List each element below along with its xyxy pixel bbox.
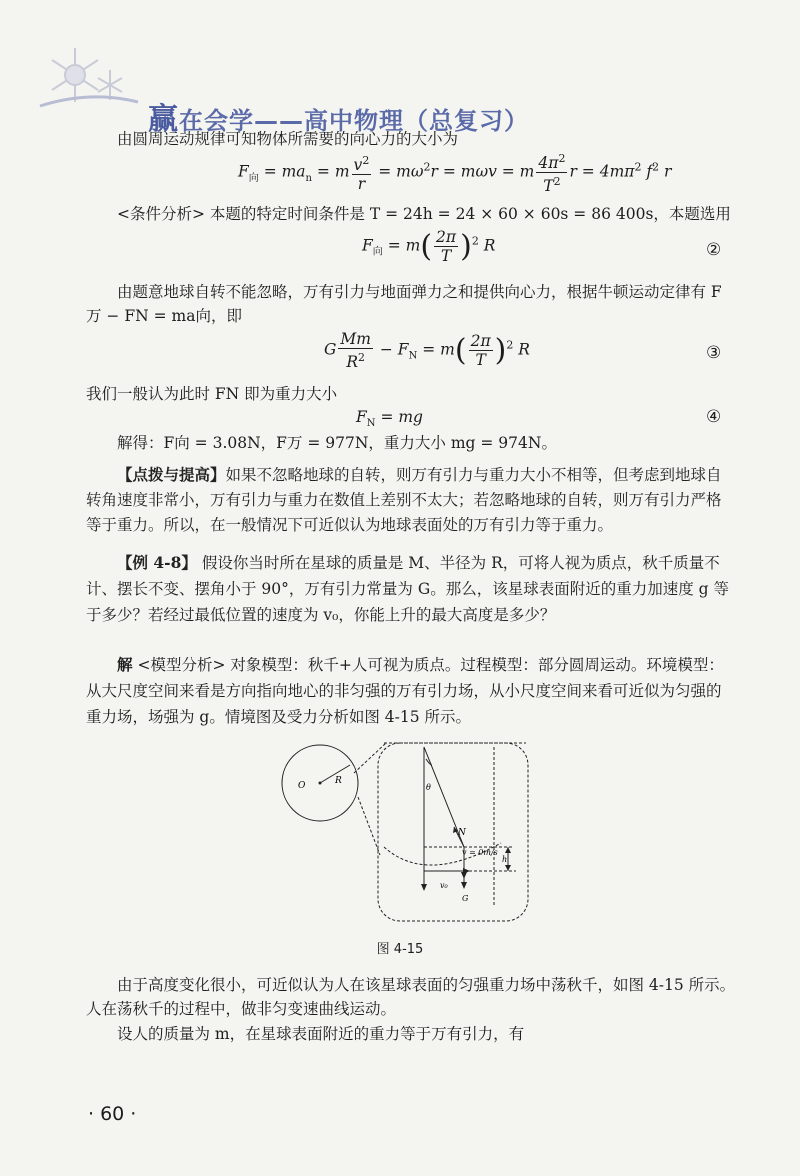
page-number: · 60 · <box>88 1103 137 1125</box>
figure-caption: 图 4-15 <box>376 942 424 957</box>
condition-label: <条件分析> <box>117 205 205 223</box>
model-analysis-paragraph <box>86 652 736 730</box>
height-arrow-up <box>505 847 511 853</box>
snowflake-decoration-icon <box>30 40 140 110</box>
solution-line: 解得：F向 = 3.08N，F万 = 977N，重力大小 mg = 974N。 <box>117 434 557 452</box>
equation-number-4: ④ <box>706 407 722 427</box>
condition-analysis <box>86 203 736 225</box>
gravity-arrowhead-bottom <box>421 884 427 891</box>
centripetal-force-formula: $F_向 = ma_n = m$ $\frac{v^2}{r}$ = $m\omega^2r = m\omega v = m$ $\frac{4\pi^2}{T^2}$ $r = 4m\pi^2$ $f^2$ r <box>238 152 672 196</box>
formula-3: G $\frac{Mm}{R^2}$ − $F_N = m$( $\frac{2\pi}{T}$ )$^2$ R <box>324 330 530 372</box>
paragraph-5: 设人的质量为 m，在星球表面附近的重力等于万有引力，有 <box>117 1025 525 1043</box>
book-title-first-char: 赢 <box>148 102 179 137</box>
paragraph-4: 由于高度变化很小，可近似认为人在该星球表面的匀强重力场中荡秋千，如图 4-15 所示。人在荡秋千的过程中，做非匀变速曲线运动。 <box>86 976 736 1018</box>
book-title-rest: 在会学——高中物理（总复习） <box>179 107 529 135</box>
formula-2: $F_向 = m$( $\frac{2\pi}{T}$ )$^2$ R <box>362 228 496 265</box>
solution-label: 解 <box>117 655 133 674</box>
zoom-line-top <box>354 743 386 773</box>
tip-text: 如果不忽略地球的自转，则万有引力与重力大小不相等，但考虑到地球自转角速度非常小，万有引力与重力在数值上差别不太大；若忽略地球的自转，则万有引力严格等于重力。所以，在一般情况下可近似认为地球表面处的万有引力等于重力。 <box>86 466 722 534</box>
label-theta: θ <box>426 783 431 792</box>
example-text: 假设你当时所在星球的质量是 M、半径为 R，可将人视为质点，秋千质量不计、摆长不变、摆角小于 90°，万有引力常量为 G。那么，该星球表面附近的重力加速度 g 等于多少？若经过最低位置的速度为 v₀，你能上升的最大高度是多少？ <box>86 554 729 624</box>
label-O: O <box>298 781 306 791</box>
equation-number-2: ② <box>706 240 722 260</box>
gravity-arrowhead-side <box>461 882 467 889</box>
height-arrow-down <box>505 865 511 871</box>
figure-4-15-diagram <box>276 735 538 925</box>
condition-text: 本题的特定时间条件是 T = 24h = 24 × 60 × 60s = 86 400s，本题选用 <box>209 205 731 223</box>
tip-paragraph <box>86 462 736 538</box>
example-label: 【例 4-8】 <box>117 553 197 572</box>
zoom-line-bottom <box>358 797 380 855</box>
label-v-zero: v = 0m/s <box>462 848 498 857</box>
formula-4: $F_N$ = mg <box>356 408 423 430</box>
book-header <box>30 40 550 137</box>
label-N: N <box>458 828 466 838</box>
label-v0: v₀ <box>440 881 448 890</box>
tip-label: 【点拨与提高】 <box>117 465 226 484</box>
paragraph-1: 由圆周运动规律可知物体所需要的向心力的大小为 <box>117 130 459 148</box>
label-R: R <box>335 776 342 786</box>
example-paragraph <box>86 550 736 628</box>
zoom-box <box>378 743 528 921</box>
equation-number-3: ③ <box>706 343 722 363</box>
label-G: G <box>462 894 469 903</box>
paragraph-2: 由题意地球自转不能忽略，万有引力与地面弹力之和提供向心力，根据牛顿运动定律有 F万 − FN = ma向，即 <box>86 283 722 325</box>
model-analysis-text: <模型分析> 对象模型：秋千+人可视为质点。过程模型：部分圆周运动。环境模型：从大尺度空间来看是方向指向地心的非匀强的万有引力场，从小尺度空间来看可近似为匀强的重力场，场强为 g。情境图及受力分析如图 4-15 所示。 <box>86 656 724 726</box>
label-h: h <box>502 855 508 864</box>
paragraph-3: 我们一般认为此时 FN 即为重力大小 <box>86 385 338 403</box>
